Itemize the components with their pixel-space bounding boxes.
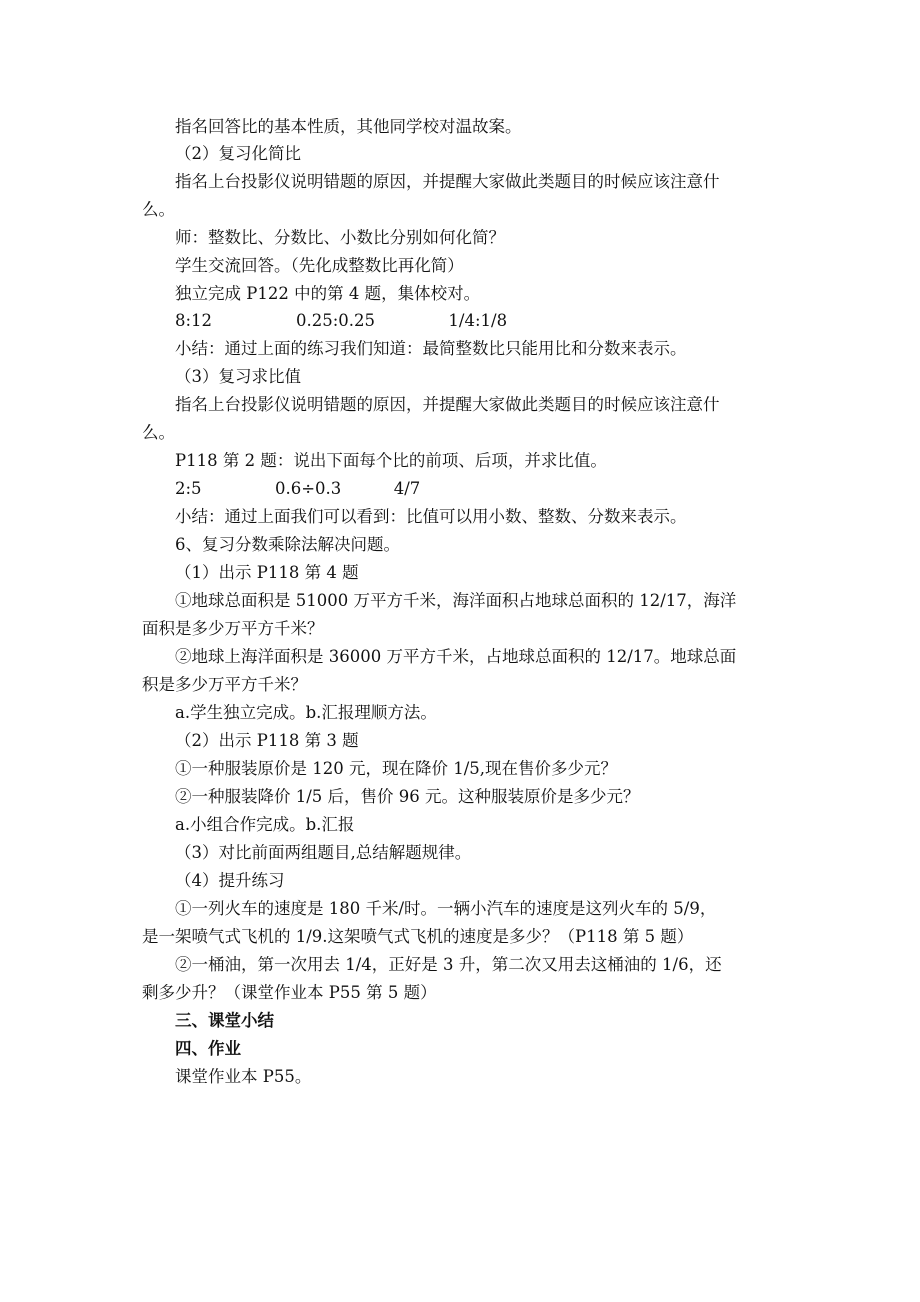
text-line: 小结：通过上面我们可以看到：比值可以用小数、整数、分数来表示。 <box>175 507 687 526</box>
text-line: ②地球上海洋面积是 36000 万平方千米，占地球总面积的 12/17。地球总面 <box>175 647 737 666</box>
text-line: 师：整数比、分数比、小数比分别如何化简？ <box>175 228 505 247</box>
text-line: ②一桶油，第一次用去 1/4，正好是 3 升，第二次又用去这桶油的 1/6，还 <box>175 955 722 974</box>
text-line: 积是多少万平方千米？ <box>142 675 307 694</box>
ratio-examples: 2:5 0.6÷0.3 4/7 <box>175 479 421 498</box>
text-line: ①一列火车的速度是 180 千米/时。一辆小汽车的速度是这列火车的 5/9， <box>175 899 717 918</box>
text-line: 指名上台投影仪说明错题的原因，并提醒大家做此类题目的时候应该注意什 <box>175 172 720 191</box>
section-heading: （1）出示 P118 第 4 题 <box>175 563 359 582</box>
text-line: ②一种服装降价 1/5 后，售价 96 元。这种服装原价是多少元？ <box>175 787 640 806</box>
section-heading: （4）提升练习 <box>175 871 285 890</box>
text-line: 么。 <box>142 200 175 219</box>
section-heading: （2）出示 P118 第 3 题 <box>175 731 359 750</box>
text-line: a.小组合作完成。b.汇报 <box>175 815 355 834</box>
text-line: ①地球总面积是 51000 万平方千米，海洋面积占地球总面积的 12/17，海洋 <box>175 591 737 610</box>
ratio-examples: 8:12 0.25:0.25 1/4:1/8 <box>175 311 508 330</box>
text-line: 指名上台投影仪说明错题的原因，并提醒大家做此类题目的时候应该注意什 <box>175 395 720 414</box>
section-heading: （3）复习求比值 <box>175 367 301 386</box>
text-line: 剩多少升？（课堂作业本 P55 第 5 题） <box>142 983 437 1002</box>
section-heading: （2）复习化简比 <box>175 144 301 163</box>
text-line: a.学生独立完成。b.汇报理顺方法。 <box>175 703 437 722</box>
section-heading: （3）对比前面两组题目,总结解题规律。 <box>175 843 472 862</box>
text-line: 么。 <box>142 423 175 442</box>
section-heading: 6、复习分数乘除法解决问题。 <box>175 535 400 554</box>
text-line: 课堂作业本 P55。 <box>175 1067 312 1086</box>
text-line: 指名回答比的基本性质，其他同学校对温故案。 <box>175 117 522 136</box>
text-line: P118 第 2 题：说出下面每个比的前项、后项，并求比值。 <box>175 451 607 470</box>
text-line: 独立完成 P122 中的第 4 题，集体校对。 <box>175 284 481 303</box>
text-line: ①一种服装原价是 120 元，现在降价 1/5,现在售价多少元？ <box>175 759 618 778</box>
main-heading: 三、课堂小结 <box>175 1011 274 1030</box>
main-heading: 四、作业 <box>175 1039 241 1058</box>
text-line: 面积是多少万平方千米？ <box>142 619 324 638</box>
text-line: 小结：通过上面的练习我们知道：最简整数比只能用比和分数来表示。 <box>175 339 687 358</box>
text-line: 学生交流回答。（先化成整数比再化简） <box>175 256 464 275</box>
text-line: 是一架喷气式飞机的 1/9.这架喷气式飞机的速度是多少？（P118 第 5 题） <box>142 927 694 946</box>
